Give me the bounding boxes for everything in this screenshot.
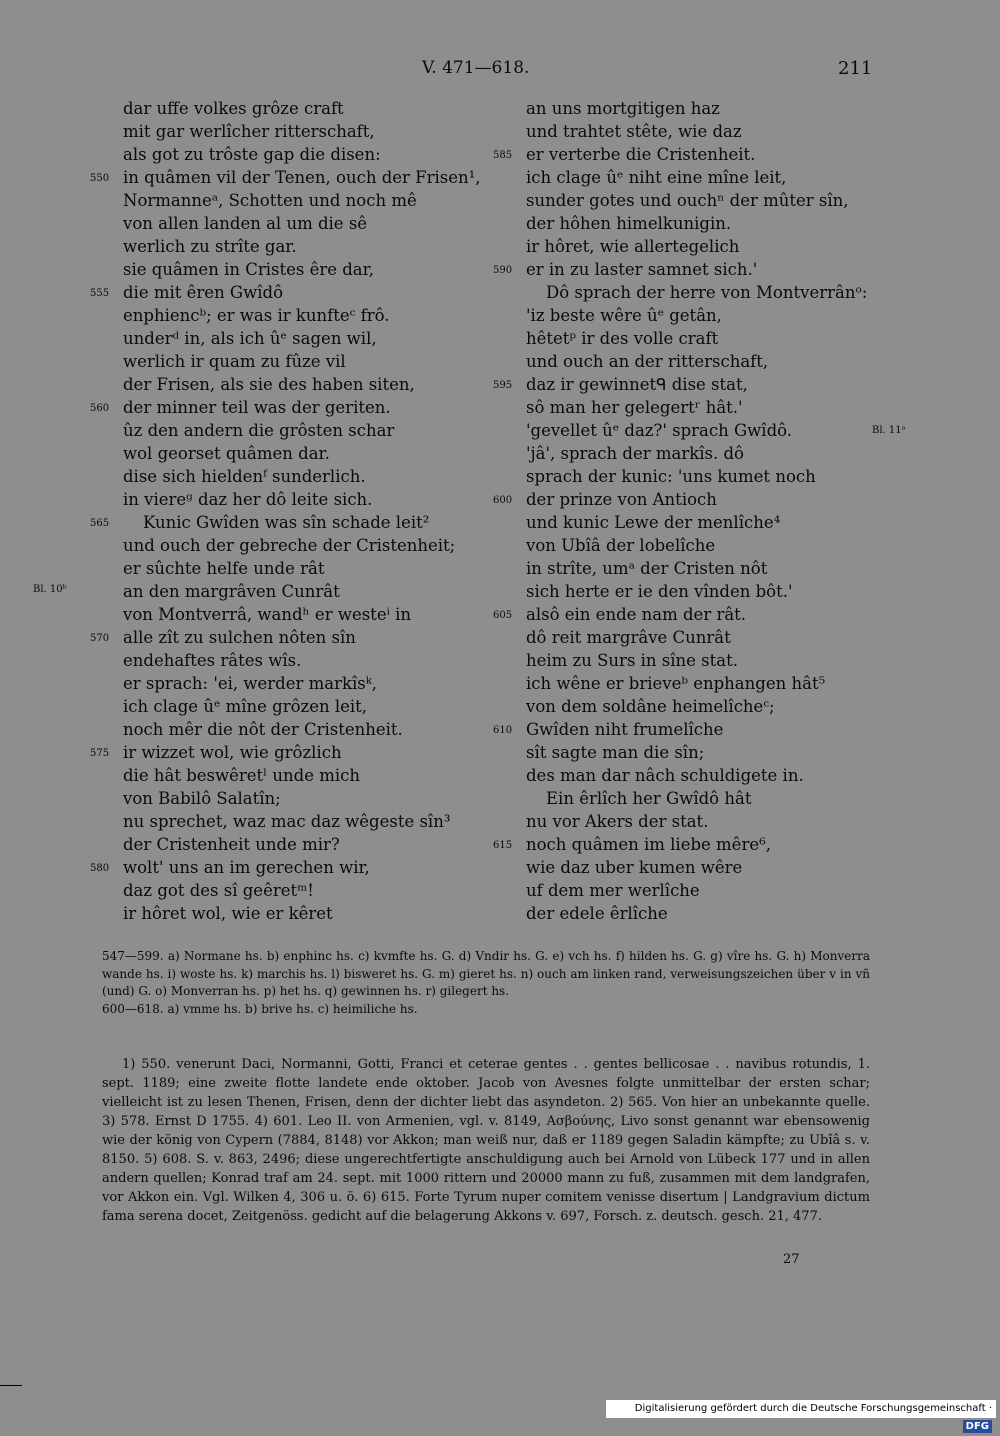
verse-text: von dem soldâne heimelîcheᶜ; bbox=[526, 697, 775, 716]
verse-line bbox=[526, 741, 886, 764]
verse-line bbox=[526, 97, 886, 120]
verse-text: sie quâmen in Cristes êre dar, bbox=[123, 260, 374, 279]
verse-text: enphiencᵇ; er was ir kunfteᶜ frô. bbox=[123, 306, 390, 325]
footer-banner[interactable] bbox=[606, 1400, 996, 1432]
verse-line bbox=[123, 258, 483, 281]
verse-text: nu sprechet, waz mac daz wêgeste sîn³ bbox=[123, 812, 451, 831]
verse-line bbox=[123, 649, 483, 672]
verse-text: ûz den andern die grôsten schar bbox=[123, 421, 395, 440]
verse-line bbox=[493, 143, 886, 166]
verse-text: der minner teil was der geriten. bbox=[123, 398, 391, 417]
line-number: 590 bbox=[493, 265, 513, 276]
verse-line bbox=[526, 787, 886, 810]
verse-text: mit gar werlîcher ritterschaft, bbox=[123, 122, 375, 141]
verse-text: werlich ir quam zu fûze vil bbox=[123, 352, 346, 371]
verse-text: heim zu Surs in sîne stat. bbox=[526, 651, 738, 670]
line-number: 575 bbox=[90, 748, 110, 759]
verse-line bbox=[123, 465, 483, 488]
verse-line bbox=[123, 373, 483, 396]
verse-line bbox=[123, 350, 483, 373]
verse-text: Kunic Gwîden was sîn schade leit² bbox=[143, 513, 430, 532]
footnote-paragraph: 1) 550. venerunt Daci, Normanni, Gotti, Franci et ceterae gentes . . gentes bellicosae . . navibus rotundis, 1. sept. 1189; eine zweite flotte landete ende oktober. Jacob von Avesnes folgte unmittelbar der ersten schar; vielleicht ist zu lesen Thenen, Frisen, denn der dichter liebt das asyndeton. 2) 565. Von hier an unbekannte quelle. 3) 578. Ernst D 1755. 4) 601. Leo II. von Armenien, vgl. v. 8149, Ασβούνης, Livo sonst genannt war ebensowenig wie der könig von Cypern (7884, 8148) vor Akkon; man weiß nur, daß er 1189 gegen Saladin kämpfte; zu Ubîâ s. v. 8150. 5) 608. S. v. 863, 2496; diese ungerechtfertigte anschuldigung auch bei Arnold von Lübeck 177 und in allen andern quellen; Konrad traf am 24. sept. mit 1000 rittern und 20000 mann zu fuß, zusammen mit dem landgrafen, vor Akkon ein. Vgl. Wilken 4, 306 u. ö. 6) 615. Forte Tyrum nuper comitem venisse disertum | Landgravium dictum fama serena docet, Zeitgenöss. gedicht auf die belagerung Akkons v. 697, Forsch. z. deutsch. gesch. 21, 477. bbox=[102, 1057, 870, 1224]
verse-line bbox=[123, 902, 483, 925]
verse-line bbox=[526, 580, 886, 603]
verse-text: wolt' uns an im gerechen wir, bbox=[123, 858, 370, 877]
verse-line bbox=[526, 327, 886, 350]
verse-text: ir hôret, wie allertegelich bbox=[526, 237, 740, 256]
verse-line bbox=[526, 235, 886, 258]
line-number: 555 bbox=[90, 288, 110, 299]
verse-line bbox=[123, 488, 483, 511]
verse-line bbox=[526, 695, 886, 718]
verse-line bbox=[526, 810, 886, 833]
verse-line bbox=[526, 212, 886, 235]
verse-text: wol georset quâmen dar. bbox=[123, 444, 330, 463]
verse-text: daz got des sî geêretᵐ! bbox=[123, 881, 314, 900]
verse-line bbox=[123, 419, 483, 442]
verse-text: alsô ein ende nam der rât. bbox=[526, 605, 747, 624]
verse-text: die hât beswêretˡ unde mich bbox=[123, 766, 361, 785]
variant-apparatus bbox=[102, 948, 870, 1018]
margin-note-left: Bl. 10ᵇ bbox=[33, 584, 67, 595]
margin-note-right: Bl. 11ᵃ bbox=[872, 425, 906, 436]
verse-line bbox=[90, 856, 483, 879]
verse-text: ich clage ûᵉ niht eine mîne leit, bbox=[526, 168, 787, 187]
line-number: 600 bbox=[493, 495, 513, 506]
verse-text: und trahtet stête, wie daz bbox=[526, 122, 742, 141]
verse-line bbox=[90, 511, 483, 534]
verse-text: sô man her gelegertʳ hât.' bbox=[526, 398, 743, 417]
verse-text: dar uffe volkes grôze craft bbox=[123, 99, 344, 118]
verse-text: ir wizzet wol, wie grôzlich bbox=[123, 743, 342, 762]
line-number: 550 bbox=[90, 173, 110, 184]
verse-line bbox=[526, 879, 886, 902]
verse-line bbox=[90, 626, 483, 649]
line-number: 580 bbox=[90, 863, 110, 874]
footnotes bbox=[102, 1055, 870, 1226]
verse-line bbox=[493, 603, 886, 626]
verse-line bbox=[526, 419, 886, 442]
verse-line bbox=[526, 189, 886, 212]
verse-line bbox=[526, 281, 886, 304]
verse-text: in quâmen vil der Tenen, ouch der Frisen¹, bbox=[123, 168, 481, 187]
verse-text: er verterbe die Cristenheit. bbox=[526, 145, 756, 164]
line-number: 610 bbox=[493, 725, 513, 736]
verse-line bbox=[526, 672, 886, 695]
verse-text: 'iz beste wêre ûᵉ getân, bbox=[526, 306, 722, 325]
verse-line bbox=[526, 396, 886, 419]
verse-line bbox=[90, 396, 483, 419]
verse-text: dô reit margrâve Cunrât bbox=[526, 628, 731, 647]
line-number: 585 bbox=[493, 150, 513, 161]
verse-line bbox=[526, 649, 886, 672]
verse-text: die mit êren Gwîdô bbox=[123, 283, 284, 302]
verse-line bbox=[123, 580, 483, 603]
verse-line bbox=[526, 442, 886, 465]
verse-text: 'gevellet ûᵉ daz?' sprach Gwîdô. bbox=[526, 421, 793, 440]
verse-text: sît sagte man die sîn; bbox=[526, 743, 705, 762]
verse-line bbox=[526, 534, 886, 557]
verse-line bbox=[123, 603, 483, 626]
verse-text: alle zît zu sulchen nôten sîn bbox=[123, 628, 356, 647]
verse-text: als got zu trôste gap die disen: bbox=[123, 145, 381, 164]
footer-text: Digitalisierung gefördert durch die Deutsche Forschungsgemeinschaft · bbox=[634, 1403, 992, 1414]
variant-paragraph: 600—618. a) vmme hs. b) brive hs. c) heimiliche hs. bbox=[102, 1001, 418, 1016]
verse-text: und ouch der gebreche der Cristenheit; bbox=[123, 536, 456, 555]
verse-text: der hôhen himelkunigin. bbox=[526, 214, 732, 233]
line-number: 565 bbox=[90, 518, 110, 529]
verse-line bbox=[123, 787, 483, 810]
verse-text: er sprach: 'ei, werder markîsᵏ, bbox=[123, 674, 378, 693]
variant-paragraph: 547—599. a) Normane hs. b) enphinc hs. c) kvmfte hs. G. d) Vndir hs. G. e) vch hs. f) hilden hs. G. g) vîre hs. G. h) Monverra wande hs. i) woste hs. k) marchis hs. l) bisweret hs. G. m) gieret hs. n) ouch am linken rand, verweisungszeichen über v in vñ (und) G. o) Monverran hs. p) het hs. q) gewinnen hs. r) gilegert hs. bbox=[102, 949, 870, 998]
verse-text: ich clage ûᵉ mîne grôzen leit, bbox=[123, 697, 368, 716]
verse-line bbox=[493, 833, 886, 856]
verse-line bbox=[123, 764, 483, 787]
verse-line bbox=[526, 120, 886, 143]
verse-line bbox=[526, 166, 886, 189]
verse-text: sprach der kunic: 'uns kumet noch bbox=[526, 467, 816, 486]
dfg-logo-icon: DFG bbox=[963, 1420, 992, 1433]
verse-line bbox=[123, 327, 483, 350]
verse-text: in viereᵍ daz her dô leite sich. bbox=[123, 490, 373, 509]
verse-text: er sûchte helfe unde rât bbox=[123, 559, 325, 578]
verse-line bbox=[90, 166, 483, 189]
verse-text: Ein êrlîch her Gwîdô hât bbox=[546, 789, 752, 808]
verse-line bbox=[123, 442, 483, 465]
verse-line bbox=[493, 488, 886, 511]
line-number: 615 bbox=[493, 840, 513, 851]
verse-text: und ouch an der ritterschaft, bbox=[526, 352, 769, 371]
verse-line bbox=[123, 97, 483, 120]
verse-text: uf dem mer werlîche bbox=[526, 881, 700, 900]
verse-text: dise sich hieldenᶠ sunderlich. bbox=[123, 467, 366, 486]
verse-line bbox=[526, 350, 886, 373]
verse-text: noch mêr die nôt der Cristenheit. bbox=[123, 720, 403, 739]
verse-line bbox=[526, 511, 886, 534]
verse-text: Normanneᵃ, Schotten und noch mê bbox=[123, 191, 417, 210]
verse-text: nu vor Akers der stat. bbox=[526, 812, 709, 831]
verse-line bbox=[526, 626, 886, 649]
verse-line bbox=[123, 557, 483, 580]
verse-text: von Babilô Salatîn; bbox=[123, 789, 281, 808]
verse-line bbox=[90, 741, 483, 764]
verse-text: noch quâmen im liebe mêre⁶, bbox=[526, 835, 771, 854]
verse-line bbox=[493, 258, 886, 281]
verse-line bbox=[123, 695, 483, 718]
verse-text: und kunic Lewe der menlîche⁴ bbox=[526, 513, 781, 532]
running-header: V. 471—618. bbox=[422, 58, 530, 78]
verse-line bbox=[526, 465, 886, 488]
line-number: 605 bbox=[493, 610, 513, 621]
verse-text: 'jâ', sprach der markîs. dô bbox=[526, 444, 744, 463]
signature-number: 27 bbox=[783, 1252, 800, 1267]
verse-line bbox=[123, 143, 483, 166]
verse-text: ich wêne er brieveᵇ enphangen hât⁵ bbox=[526, 674, 826, 693]
verse-line bbox=[526, 557, 886, 580]
verse-line bbox=[123, 235, 483, 258]
corner-rule bbox=[0, 1385, 22, 1386]
verse-line bbox=[90, 281, 483, 304]
verse-line bbox=[123, 212, 483, 235]
verse-text: von Ubîâ der lobelîche bbox=[526, 536, 716, 555]
verse-line bbox=[123, 879, 483, 902]
verse-line bbox=[123, 120, 483, 143]
verse-text: Dô sprach der herre von Montverrânᵒ: bbox=[546, 283, 868, 302]
line-number: 595 bbox=[493, 380, 513, 391]
verse-line bbox=[493, 373, 886, 396]
verse-text: sich herte er ie den vînden bôt.' bbox=[526, 582, 793, 601]
verse-column-right bbox=[493, 97, 886, 925]
verse-text: der Cristenheit unde mir? bbox=[123, 835, 340, 854]
line-number: 560 bbox=[90, 403, 110, 414]
page-number: 211 bbox=[838, 58, 873, 79]
verse-text: sunder gotes und ouchⁿ der mûter sîn, bbox=[526, 191, 849, 210]
verse-text: underᵈ in, als ich ûᵉ sagen wil, bbox=[123, 329, 377, 348]
verse-text: er in zu laster samnet sich.' bbox=[526, 260, 758, 279]
line-number: 570 bbox=[90, 633, 110, 644]
verse-text: der edele êrlîche bbox=[526, 904, 668, 923]
verse-text: der prinze von Antioch bbox=[526, 490, 717, 509]
verse-line bbox=[123, 189, 483, 212]
verse-text: an uns mortgitigen haz bbox=[526, 99, 720, 118]
verse-text: von Montverrâ, wandʰ er westeⁱ in bbox=[123, 605, 412, 624]
verse-column-left bbox=[90, 97, 483, 925]
verse-text: in strîte, umᵃ der Cristen nôt bbox=[526, 559, 768, 578]
verse-line bbox=[123, 833, 483, 856]
verse-line bbox=[123, 810, 483, 833]
verse-text: Gwîden niht frumelîche bbox=[526, 720, 724, 739]
verse-text: hêtetᵖ ir des volle craft bbox=[526, 329, 719, 348]
verse-line bbox=[123, 672, 483, 695]
verse-text: ir hôret wol, wie er kêret bbox=[123, 904, 333, 923]
verse-line bbox=[526, 304, 886, 327]
verse-line bbox=[123, 718, 483, 741]
verse-line bbox=[526, 764, 886, 787]
verse-line bbox=[123, 534, 483, 557]
verse-line bbox=[123, 304, 483, 327]
verse-text: des man dar nâch schuldigete in. bbox=[526, 766, 804, 785]
verse-text: wie daz uber kumen wêre bbox=[526, 858, 743, 877]
verse-text: werlich zu strîte gar. bbox=[123, 237, 297, 256]
verse-text: an den margrâven Cunrât bbox=[123, 582, 340, 601]
verse-line bbox=[493, 718, 886, 741]
verse-text: von allen landen al um die sê bbox=[123, 214, 368, 233]
verse-text: daz ir gewinnetᑫ dise stat, bbox=[526, 375, 748, 394]
verse-line bbox=[526, 902, 886, 925]
verse-line bbox=[526, 856, 886, 879]
verse-text: der Frisen, als sie des haben siten, bbox=[123, 375, 415, 394]
verse-text: endehaftes râtes wîs. bbox=[123, 651, 302, 670]
